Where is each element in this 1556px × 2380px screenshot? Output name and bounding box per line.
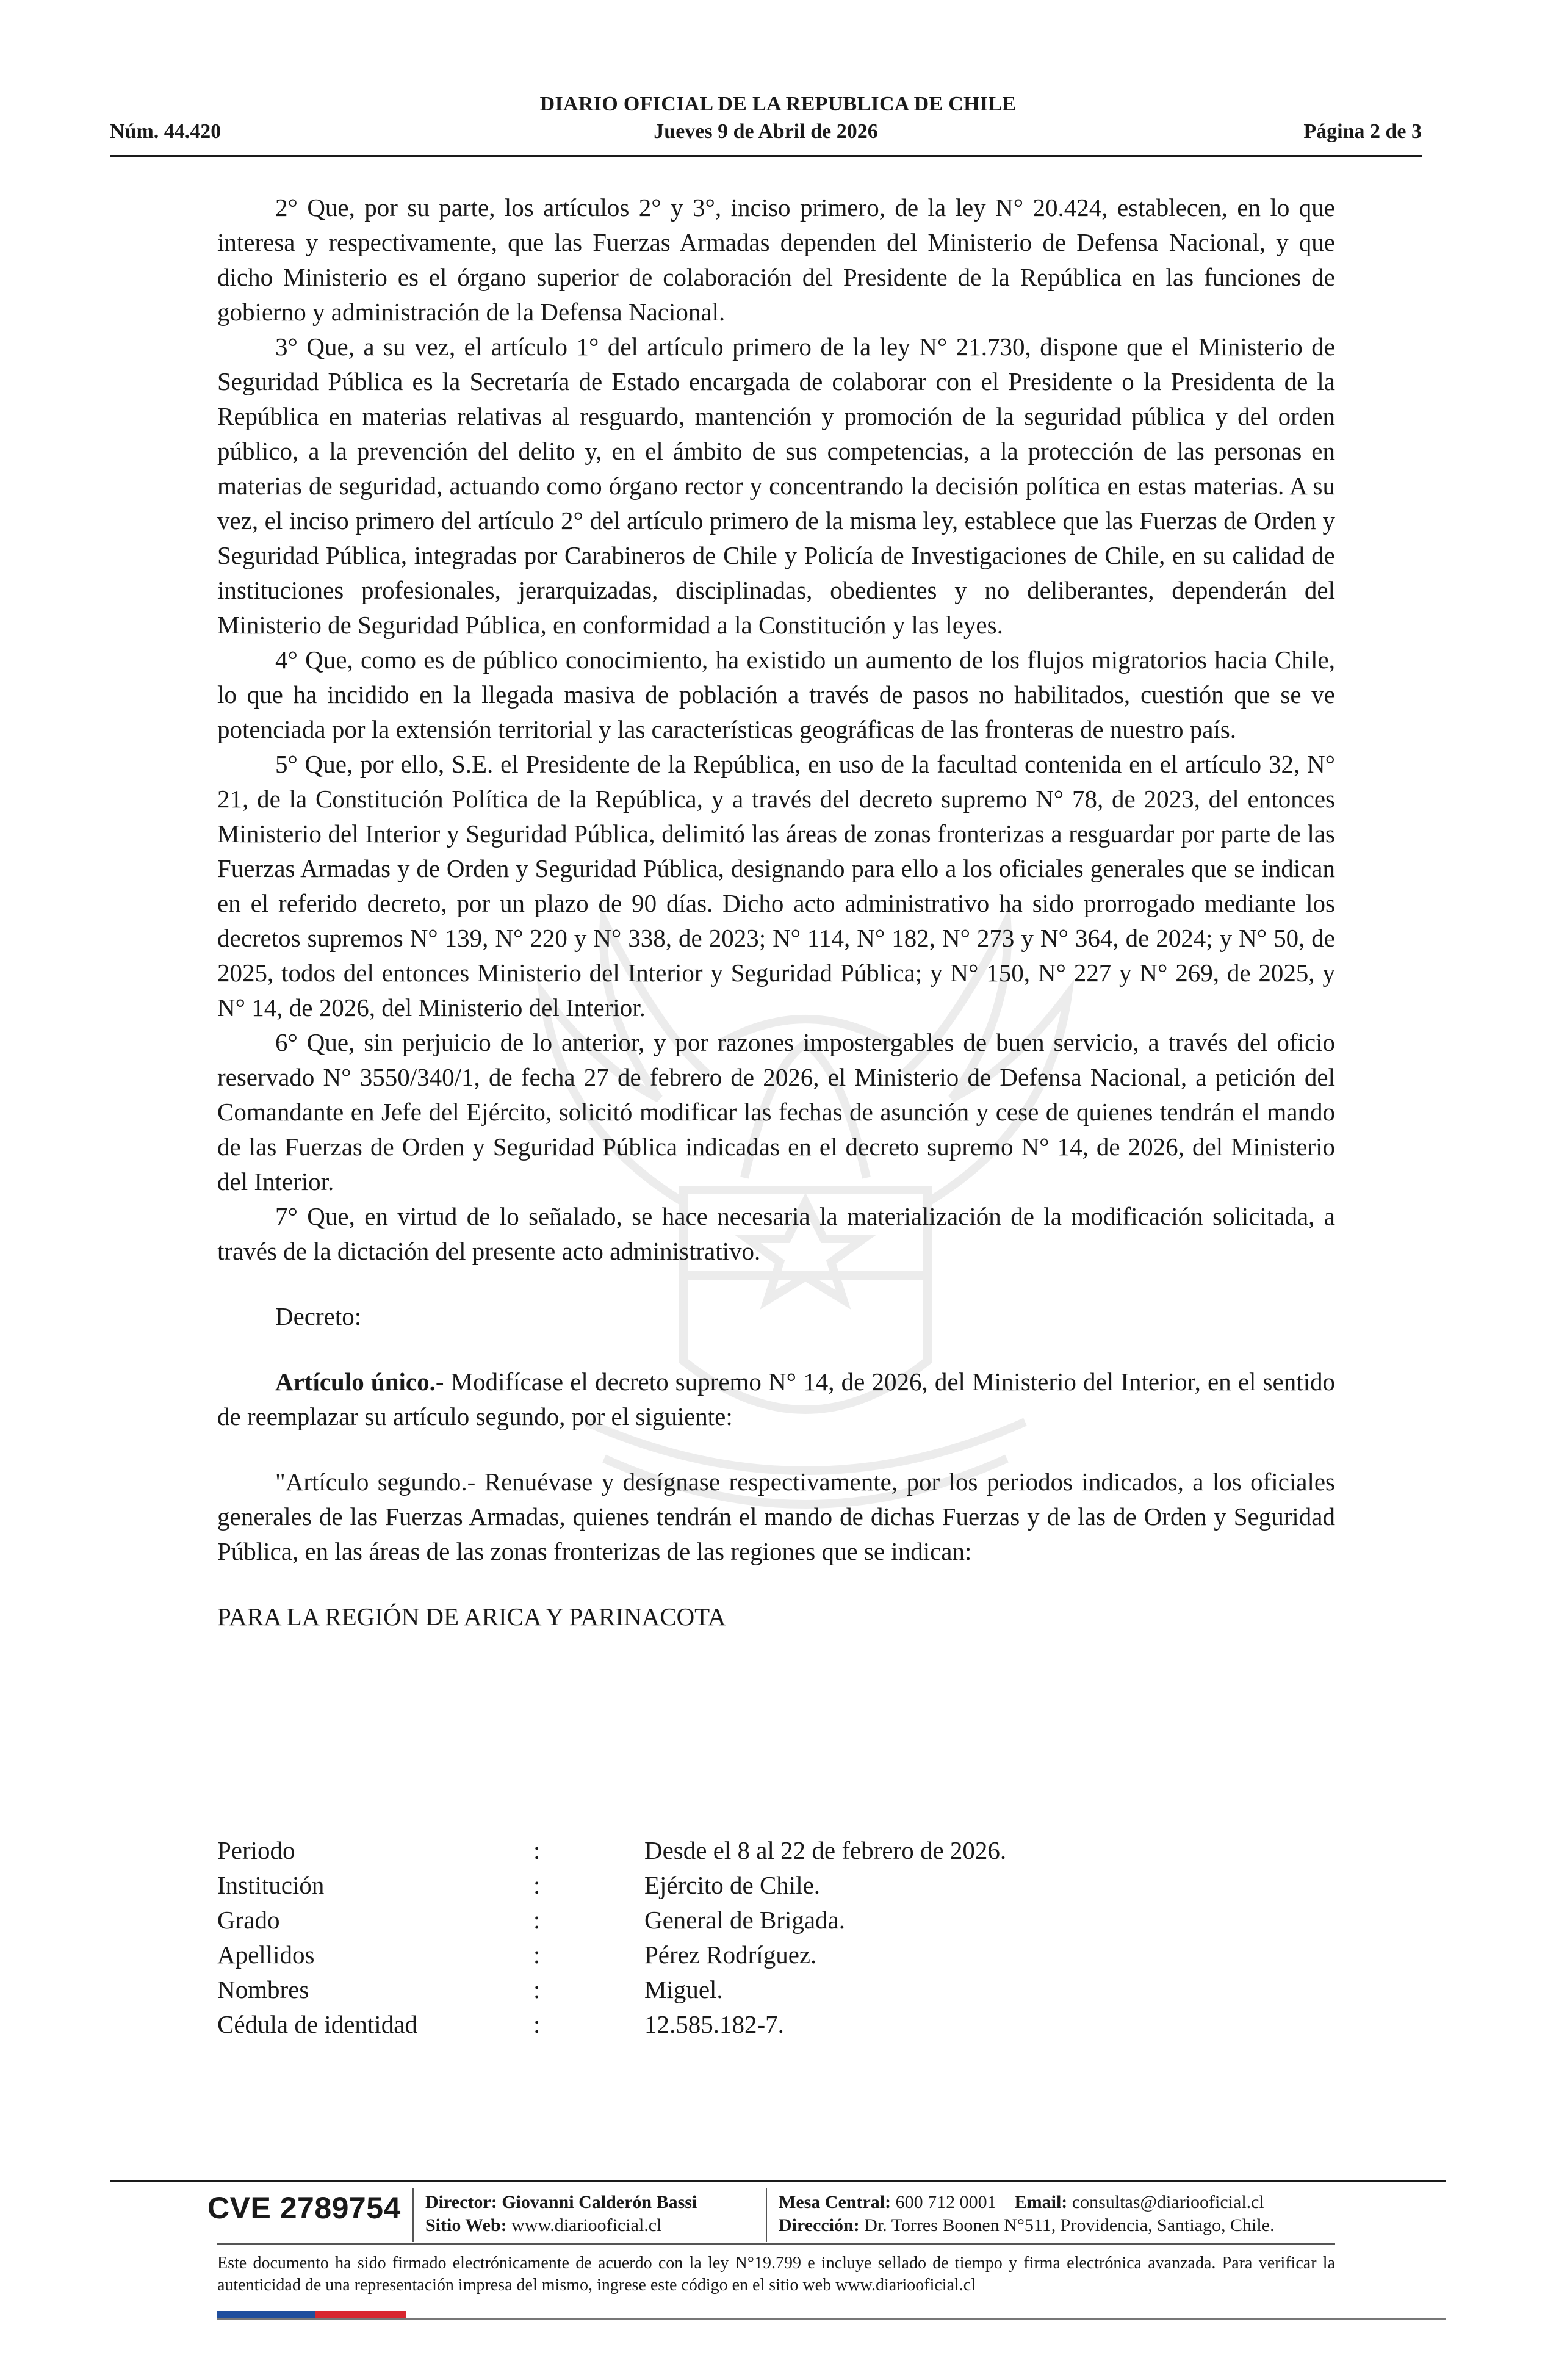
website-link[interactable]: www.diariooficial.cl (511, 2215, 662, 2235)
address-line (779, 2214, 1275, 2237)
row-label: Cédula de identidad (217, 2010, 417, 2038)
row-separator: : (533, 1975, 541, 2003)
header-row (110, 120, 1422, 147)
row-value: Desde el 8 al 22 de febrero de 2026. (644, 1836, 1007, 1864)
row-value: General de Brigada. (644, 1906, 845, 1934)
articulo-unico (217, 1365, 1335, 1434)
considerando-6: 6° Que, sin perjuicio de lo anterior, y por razones impostergables de buen servicio, a través del oficio reservado N° 3550/340/1, de fecha 27 de febrero de 2026, el Ministerio de Defensa Nacional, a petición del Comandante en Jefe del Ejército, solicitó modificar las fechas de asunción y cese de quienes tendrán el mando de las Fuerzas de Orden y Seguridad Pública indicadas en el decreto supremo N° 14, de 2026, del Ministerio del Interior. (217, 1028, 1335, 1195)
considerando-5: 5° Que, por ello, S.E. el Presidente de la República, en uso de la facultad contenida en el artículo 32, N° 21, de la Constitución Política de la República, y a través del decreto supremo N° 78, de 2023, del entonces Ministerio del Interior y Seguridad Pública, delimitó las áreas de zonas fronterizas a resguardar por parte de las Fuerzas Armadas y de Orden y Seguridad Pública, designando para ello a los oficiales generales que se indican en el referido decreto, por un plazo de 90 días. Dicho acto administrativo ha sido prorrogado mediante los decretos supremos N° 139, N° 220 y N° 338, de 2023; N° 114, N° 182, N° 273 y N° 364, de 2024; y N° 50, de 2025, todos del entonces Ministerio del Interior y Seguridad Pública; y N° 150, N° 227 y N° 269, de 2025, y N° 14, de 2026, del Ministerio del Interior. (217, 750, 1335, 1022)
footer-column-divider (766, 2188, 767, 2242)
row-label: Periodo (217, 1836, 295, 1864)
issue-number: Núm. 44.420 (110, 120, 222, 143)
footer-director-block (425, 2191, 697, 2237)
row-separator: : (533, 1941, 541, 1969)
row-label: Grado (217, 1906, 280, 1934)
decreto-heading: Decreto: (275, 1302, 362, 1330)
considerando-4: 4° Que, como es de público conocimiento, ha existido un aumento de los flujos migratorios hacia Chile, lo que ha incidido en la llegada masiva de población a través de pasos no habilitados, cuestión que se ve potenciada por la extensión territorial y las características geográficas de las fronteras de nuestro país. (217, 646, 1335, 743)
director-label: Director: (425, 2192, 497, 2212)
website-label: Sitio Web: (425, 2215, 507, 2235)
website-line (425, 2214, 697, 2237)
row-separator: : (533, 1906, 541, 1934)
footer-mid-divider (217, 2243, 1335, 2245)
address-label: Dirección: (779, 2215, 860, 2235)
row-label: Institución (217, 1871, 325, 1899)
table-row (217, 1938, 1006, 1972)
contact-line (779, 2191, 1275, 2214)
row-separator: : (533, 1871, 541, 1899)
mesa-central-phone: 600 712 0001 (895, 2192, 996, 2212)
table-row (217, 1903, 1006, 1938)
footer-top-divider (110, 2180, 1446, 2182)
considerando-2: 2° Que, por su parte, los artículos 2° y 3°, inciso primero, de la ley N° 20.424, establecen, en lo que interesa y respectivamente, que las Fuerzas Armadas dependen del Ministerio de Defensa Nacional, y que dicho Ministerio es el órgano superior de colaboración del Presidente de la República en las funciones de gobierno y administración de la Defensa Nacional. (217, 193, 1335, 326)
row-value: Ejército de Chile. (644, 1871, 821, 1899)
articulo-segundo: "Artículo segundo.- Renuévase y desígnase respectivamente, por los periodos indicados, a los oficiales generales de las Fuerzas Armadas, quienes tendrán el mando de dichas Fuerzas y de las de Orden y Seguridad Pública, en las áreas de las zonas fronterizas de las regiones que se indican: (217, 1468, 1335, 1565)
address-value: Dr. Torres Boonen N°511, Providencia, Santiago, Chile. (864, 2215, 1275, 2235)
considerando-7: 7° Que, en virtud de lo señalado, se hace necesaria la materialización de la modificación solicitada, a través de la dictación del presente acto administrativo. (217, 1202, 1335, 1265)
row-separator: : (533, 2010, 541, 2038)
articulo-unico-title: Artículo único.- (275, 1368, 444, 1396)
electronic-signature-note: Este documento ha sido firmado electrónicamente de acuerdo con la ley N°19.799 e incluye sellado de tiempo y firma electrónica avanzada. Para verificar la autenticidad de una representación impresa del mismo, ingrese este código en el sitio web www.diariooficial.cl (217, 2254, 1335, 2295)
issue-date: Jueves 9 de Abril de 2026 (654, 120, 878, 143)
footer-column-divider (412, 2188, 414, 2242)
header-divider (110, 155, 1422, 157)
table-row (217, 1972, 1006, 2007)
director-name: Giovanni Calderón Bassi (502, 2192, 697, 2212)
articulo-unico-text: Modifícase el decreto supremo N° 14, de 2026, del Ministerio del Interior, en el sentido de reemplazar su artículo segundo, por el siguiente: (217, 1368, 1335, 1430)
email-label: Email: (1014, 2192, 1068, 2212)
footer-bottom-divider (217, 2318, 1446, 2320)
flag-blue-segment (217, 2311, 315, 2318)
row-value: Pérez Rodríguez. (644, 1941, 817, 1969)
page-indicator: Página 2 de 3 (1303, 120, 1422, 143)
flag-color-strip (217, 2311, 406, 2318)
email-link[interactable]: consultas@diariooficial.cl (1072, 2192, 1264, 2212)
row-value: Miguel. (644, 1975, 723, 2003)
decree-body (217, 190, 1335, 1634)
director-line (425, 2191, 697, 2214)
cve-code: CVE 2789754 (207, 2191, 401, 2225)
mesa-central-label: Mesa Central: (779, 2192, 891, 2212)
flag-red-segment (315, 2311, 406, 2318)
row-value: 12.585.182-7. (644, 2010, 784, 2038)
considerando-3: 3° Que, a su vez, el artículo 1° del artículo primero de la ley N° 21.730, dispone que el Ministerio de Seguridad Pública es la Secretaría de Estado encargada de colaborar con el Presidente o la Presidenta de la República en materias relativas al resguardo, mantención y promoción de la seguridad pública y del orden público, a la prevención del delito y, en el ámbito de sus competencias, a la protección de las personas en materias de seguridad, actuando como órgano rector y concentrando la decisión política en estas materias. A su vez, el inciso primero del artículo 2° del artículo primero de la misma ley, establece que las Fuerzas de Orden y Seguridad Pública, integradas por Carabineros de Chile y Policía de Investigaciones de Chile, en su calidad de instituciones profesionales, jerarquizadas, disciplinadas, obedientes y no deliberantes, dependerán del Ministerio de Seguridad Pública, en conformidad a la Constitución y las leyes. (217, 333, 1335, 639)
table-row (217, 2007, 1006, 2042)
officer-details-table (217, 1833, 1006, 2042)
region-heading: PARA LA REGIÓN DE ARICA Y PARINACOTA (217, 1603, 726, 1631)
newspaper-title: DIARIO OFICIAL DE LA REPUBLICA DE CHILE (539, 93, 1017, 115)
row-separator: : (533, 1836, 541, 1864)
row-label: Nombres (217, 1975, 309, 2003)
footer-contact-block (779, 2191, 1275, 2237)
table-row (217, 1833, 1006, 1868)
row-label: Apellidos (217, 1941, 315, 1969)
table-row (217, 1868, 1006, 1903)
